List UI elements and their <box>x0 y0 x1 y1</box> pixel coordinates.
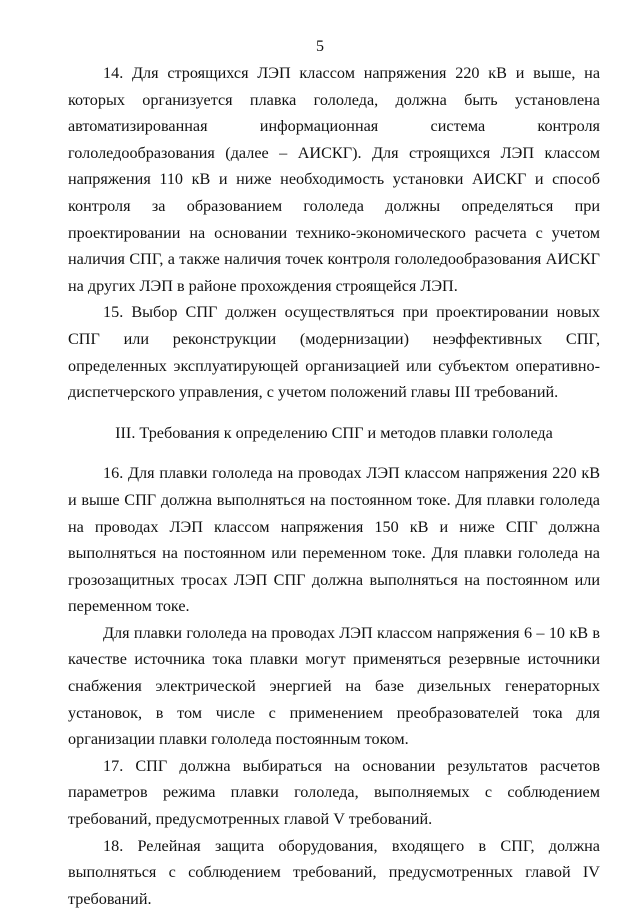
section-heading: III. Требования к определению СПГ и методов плавки гололеда <box>115 423 553 442</box>
document-body <box>68 60 600 912</box>
paragraph-16-continued: Для плавки гололеда на проводах ЛЭП классом напряжения 6 – 10 кВ в качестве источника тока плавки могут применяться резервные источники снабжения электрической энергией на базе дизельных генераторных установок, в том числе с применением преобразователей тока для организации плавки гололеда постоянным током. <box>68 623 600 749</box>
paragraph-14: 14. Для строящихся ЛЭП классом напряжения 220 кВ и выше, на которых организуется плавка гололеда, должна быть установлена автоматизированная информационная система контроля гололедообразования (далее – АИСКГ). Для строящихся ЛЭП классом напряжения 110 кВ и ниже необходимость установки АИСКГ и способ контроля за образованием гололеда должны определяться при проектировании на основании технико-экономического расчета с учетом наличия СПГ, а также наличия точек контроля гололедообразования АИСКГ на других ЛЭП в районе прохождения строящейся ЛЭП. <box>68 64 600 295</box>
paragraph-16: 16. Для плавки гололеда на проводах ЛЭП классом напряжения 220 кВ и выше СПГ должна выполняться на постоянном токе. Для плавки гололеда на проводах ЛЭП классом напряжения 150 кВ и ниже СПГ должна выполняться на постоянном или переменном токе. Для плавки гололеда на грозозащитных тросах ЛЭП СПГ должна выполняться на постоянном или переменном токе. <box>68 464 600 616</box>
paragraph-17: 17. СПГ должна выбираться на основании результатов расчетов параметров режима плавки гололеда, выполняемых с соблюдением требований, предусмотренных главой V требований. <box>68 756 600 829</box>
page-number: 5 <box>316 38 324 55</box>
paragraph-18: 18. Релейная защита оборудования, входящего в СПГ, должна выполняться с соблюдением требований, предусмотренных главой IV требований. <box>68 836 600 908</box>
paragraph-15: 15. Выбор СПГ должен осуществляться при проектировании новых СПГ или реконструкции (модернизации) неэффективных СПГ, определенных эксплуатирующей организацией или субъектом оперативно-диспетчерского управления, с учетом положений главы III требований. <box>68 303 600 402</box>
